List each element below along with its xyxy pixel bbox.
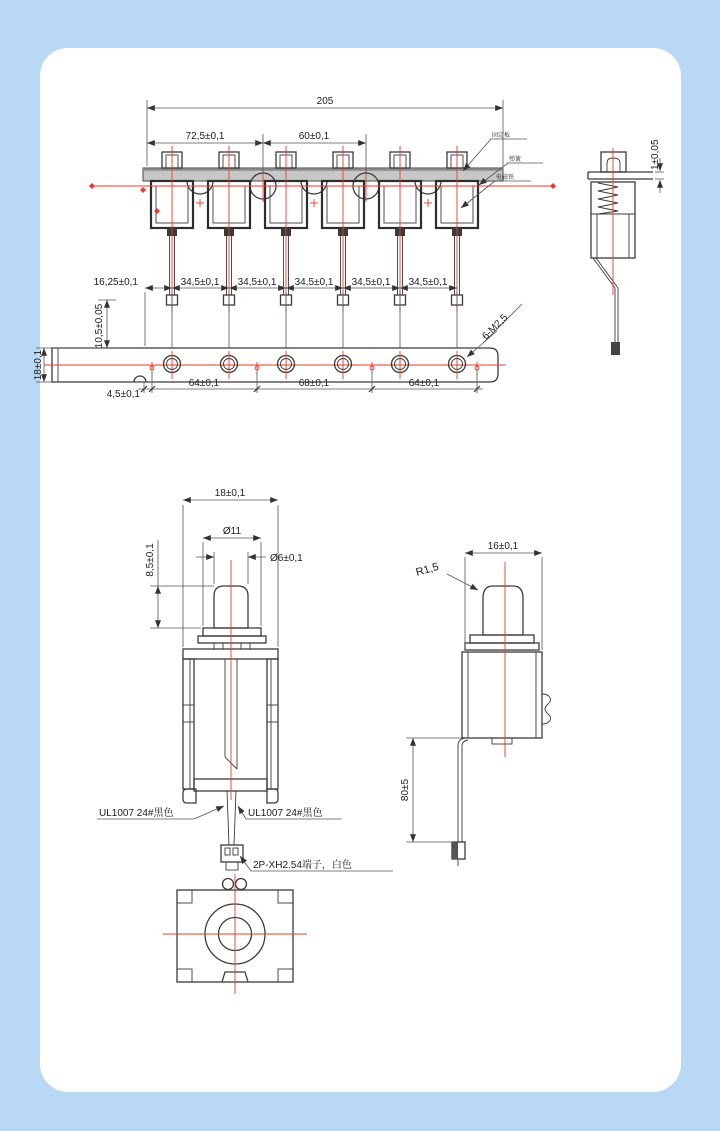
solenoid-front-view — [97, 488, 393, 871]
dim-hole-pitch: 60±0,1 — [298, 131, 330, 142]
dim-plunger-height: 8,5±0,1 — [145, 543, 156, 577]
plate-top-dimensions — [94, 277, 457, 348]
side-wire-connector — [611, 342, 620, 355]
bar-cutout — [301, 181, 327, 194]
thread-callout-label: 6-M2,5 — [480, 312, 511, 343]
connector-label: 2P-XH2.54端子，白色 — [253, 860, 352, 871]
dim-hole-pitch-1: 34,5±0,1 — [180, 277, 220, 288]
wire-hole — [223, 879, 234, 890]
dim-small-span-left: 64±0,1 — [188, 378, 220, 389]
bracket-top — [183, 649, 278, 659]
plate-bottom-dimensions — [107, 372, 483, 400]
callout-top-label: 固定板 — [492, 133, 511, 139]
plunger-side — [483, 586, 523, 635]
dim-flange-diameter: Ø11 — [222, 526, 242, 537]
coil — [194, 659, 267, 779]
assembly-side-view — [588, 139, 664, 355]
wire-left-label: UL1007 24#黑色 — [99, 808, 174, 819]
retaining-washer — [198, 636, 266, 643]
connector — [221, 845, 243, 862]
plate-small-holes — [150, 362, 479, 374]
solenoid-side-view — [400, 541, 550, 866]
dim-overall-length: 205 — [316, 96, 334, 107]
body-side — [462, 652, 542, 738]
dim-hole-pitch-5: 34,5±0,1 — [408, 277, 448, 288]
side-cap — [601, 152, 626, 172]
solenoid-front-dimensions — [145, 488, 303, 647]
plate-left-dimensions — [33, 300, 120, 382]
wire-right-label: UL1007 24#黑色 — [248, 808, 323, 819]
mounting-plate-view — [33, 277, 522, 400]
dim-small-span-right: 64±0,1 — [408, 378, 440, 389]
wire-labels — [97, 806, 393, 871]
callout-bottom-label: 电磁铁 — [496, 175, 515, 181]
bar-cutout — [187, 181, 213, 194]
solenoid-bottom-view — [163, 874, 307, 994]
dim-first-hole: 16,25±0,1 — [93, 277, 138, 288]
dim-plate-thickness: 1±0,05 — [650, 139, 661, 170]
dim-body-depth: 16±0,1 — [487, 541, 519, 552]
dim-hole-offset-left: 72,5±0,1 — [185, 131, 225, 142]
assembly-front-dimensions — [147, 96, 503, 174]
dim-corner-radius: R1,5 — [414, 560, 441, 579]
dim-small-span-mid: 68±0,1 — [298, 378, 330, 389]
bar-cutout — [415, 181, 441, 194]
side-tab — [542, 694, 550, 724]
dim-hole-pitch-2: 34,5±0,1 — [237, 277, 277, 288]
dim-body-width: 18±0,1 — [214, 488, 246, 499]
dim-small-hole-offset: 4,5±0,1 — [106, 389, 140, 400]
dim-hole-pitch-3: 34,5±0,1 — [294, 277, 334, 288]
flange-washer — [203, 628, 261, 636]
solenoid-side-dimensions — [400, 541, 542, 842]
callout-middle-label: 弹簧 — [509, 157, 522, 163]
dim-plunger-diameter: Ø6±0,1 — [270, 553, 303, 564]
dim-hole-pitch-4: 34,5±0,1 — [351, 277, 391, 288]
dim-hole-vertical: 10,5±0,05 — [94, 303, 105, 349]
wire-hole — [236, 879, 247, 890]
dim-wire-length: 80±5 — [400, 778, 411, 802]
dim-plate-width: 18±0,1 — [33, 349, 44, 381]
spring — [598, 183, 618, 214]
